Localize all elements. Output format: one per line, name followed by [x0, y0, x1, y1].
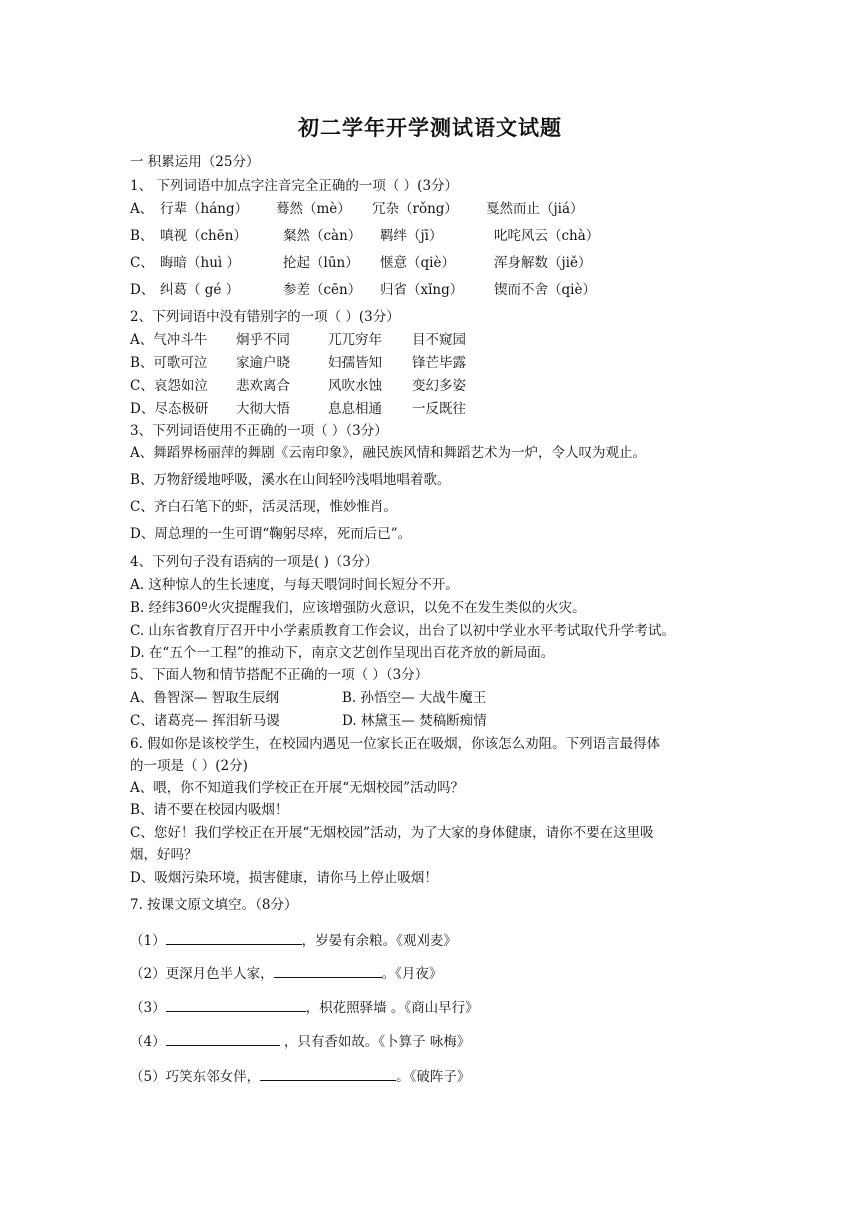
answer-blank[interactable] — [260, 1066, 396, 1081]
option-word: 蓦然（mè） — [276, 201, 351, 217]
q6-option-a: A、喂，你不知道我们学校正在开展“无烟校园”活动吗？ — [130, 780, 465, 796]
option-pair: C、诸葛亮— 挥泪斩马谡 — [130, 713, 280, 729]
option-word: 参差（cēn） — [283, 282, 362, 298]
q4-option-d: D. 在“五个一工程”的推动下，南京文艺创作呈现出百花齐放的新局面。 — [130, 645, 555, 661]
fill-in-item-5 — [130, 1066, 470, 1086]
q3-option-a: A、舞蹈界杨丽萍的舞剧《云南印象》，融民族风情和舞蹈艺术为一炉，令人叹为观止。 — [130, 445, 646, 461]
q3-option-d: D、周总理的一生可谓“鞠躬尽瘁，死而后已”。 — [130, 526, 412, 542]
item-suffix: ，枳花照驿墙 。《商山早行》 — [305, 1000, 479, 1016]
option-word: 纠葛（ gé ） — [160, 282, 240, 298]
option-letter: B、 — [130, 228, 154, 244]
q4-stem: 4、下列句子没有语病的一项是( )（3分） — [130, 554, 379, 570]
option-word: 锋芒毕露 — [412, 355, 466, 371]
item-prefix: （4） — [130, 1034, 166, 1050]
answer-blank[interactable] — [274, 963, 382, 978]
option-word: 浑身解数（jiě） — [494, 255, 592, 271]
q4-option-b: B. 经纬360º火灾提醒我们，应该增强防火意识，以免不在发生类似的火灾。 — [130, 600, 586, 616]
option-word: 变幻多姿 — [412, 378, 466, 394]
q1-stem: 1、 下列词语中加点字注音完全正确的一项（ ）(3分） — [130, 178, 459, 194]
option-letter: A、 — [130, 201, 154, 217]
option-word: 嗔视（chēn） — [160, 228, 247, 244]
item-prefix: （5）巧笑东邻女伴， — [130, 1069, 261, 1085]
q4-option-c: C. 山东省教育厅召开中小学素质教育工作会议，出台了以初中学业水平考试取代升学考试。 — [130, 623, 675, 639]
answer-blank[interactable] — [166, 930, 302, 945]
option-word: A、气冲斗牛 — [130, 332, 208, 348]
option-word: 息息相通 — [328, 401, 382, 417]
option-letter: D、 — [130, 282, 155, 298]
option-word: D、尽态极研 — [130, 401, 209, 417]
q2-stem: 2、下列词语中没有错别字的一项（ ）(3分） — [130, 309, 400, 325]
option-word: 抡起（lūn） — [283, 255, 359, 271]
q6-option-b: B、请不要在校园内吸烟！ — [130, 802, 289, 818]
q3-option-b: B、万物舒缓地呼吸，溪水在山间轻吟浅唱地唱着歌。 — [130, 472, 451, 488]
q3-option-c: C、齐白石笔下的虾，活灵活现，惟妙惟肖。 — [130, 499, 397, 515]
item-prefix: （3） — [130, 1000, 166, 1016]
item-suffix: 。《破阵子》 — [396, 1069, 471, 1085]
option-word: 一反既往 — [412, 401, 466, 417]
option-word: 炯乎不同 — [236, 332, 290, 348]
option-word: 兀兀穷年 — [328, 332, 382, 348]
q6-option-c: C、您好！我们学校正在开展“无烟校园”活动，为了大家的身体健康，请你不要在这里吸 — [130, 825, 654, 841]
option-pair: D. 林黛玉— 焚稿断痴情 — [342, 713, 487, 729]
option-word: 风吹水蚀 — [328, 378, 382, 394]
option-pair: A、鲁智深— 智取生辰纲 — [130, 690, 280, 706]
option-word: 大彻大悟 — [236, 401, 290, 417]
item-prefix: （1） — [130, 933, 166, 949]
fill-in-item-1 — [130, 930, 457, 950]
option-word: 冗杂（rǒng） — [372, 201, 458, 217]
option-word: 羁绊（jī） — [380, 228, 443, 244]
option-word: 叱咤风云（chà） — [494, 228, 600, 244]
option-letter: C、 — [130, 255, 154, 271]
item-suffix: ，只有香如故。《卜算子 咏梅》 — [279, 1034, 471, 1050]
option-word: 妇孺皆知 — [328, 355, 382, 371]
option-word: 粲然（càn） — [283, 228, 362, 244]
option-word: 惬意（qiè） — [380, 255, 455, 271]
q5-stem: 5、下面人物和情节搭配不正确的一项（ ）（3分） — [130, 667, 429, 683]
option-word: 悲欢离合 — [236, 378, 290, 394]
option-word: 家逾户晓 — [236, 355, 290, 371]
option-word: 行辈（háng） — [160, 201, 249, 217]
section-heading: 一 积累运用（25分） — [130, 154, 260, 170]
q6-stem-cont: 的一项是（ ）(2分) — [130, 758, 248, 774]
option-word: 晦暗（huì ） — [160, 255, 240, 271]
q6-option-d: D、吸烟污染环境，损害健康，请你马上停止吸烟！ — [130, 870, 438, 886]
item-suffix: ，岁晏有余粮。《观刈麦》 — [301, 933, 457, 949]
option-word: 锲而不舍（qiè） — [494, 282, 596, 298]
option-pair: B. 孙悟空— 大战牛魔王 — [342, 690, 487, 706]
option-word: 戛然而止（jiá） — [486, 201, 584, 217]
q7-stem: 7. 按课文原文填空。（8分） — [130, 897, 298, 913]
item-suffix: 。《月夜》 — [381, 966, 443, 982]
answer-blank[interactable] — [166, 997, 306, 1012]
answer-blank[interactable] — [166, 1031, 280, 1046]
fill-in-item-3 — [130, 997, 479, 1017]
option-word: C、哀怨如泣 — [130, 378, 208, 394]
q3-stem: 3、下列词语使用不正确的一项（ ）（3分） — [130, 423, 388, 439]
q4-option-a: A. 这种惊人的生长速度，与每天喂饲时间长短分不开。 — [130, 577, 459, 593]
option-word: 目不窥园 — [412, 332, 466, 348]
page-title: 初二学年开学测试语文试题 — [298, 115, 562, 140]
q6-option-c-cont: 烟，好吗？ — [130, 847, 198, 863]
q6-stem: 6. 假如你是该校学生，在校园内遇见一位家长正在吸烟，你该怎么劝阻。下列语言最得体 — [130, 736, 661, 752]
fill-in-item-4 — [130, 1031, 470, 1051]
item-prefix: （2）更深月色半人家， — [130, 966, 274, 982]
option-word: 归省（xǐng） — [380, 282, 464, 298]
fill-in-item-2 — [130, 963, 442, 983]
option-word: B、可歌可泣 — [130, 355, 208, 371]
